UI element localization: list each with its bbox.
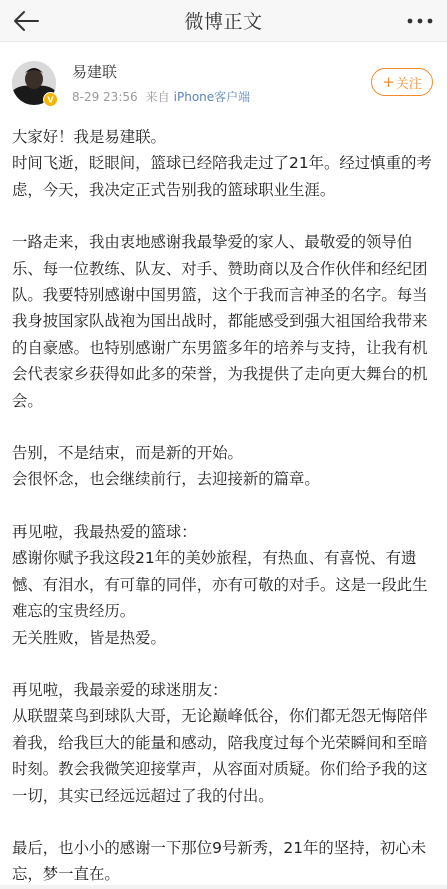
post-paragraph bbox=[12, 519, 435, 651]
follow-button[interactable] bbox=[371, 68, 433, 96]
back-button[interactable] bbox=[10, 5, 42, 37]
post-text-line: 时间飞逝，眨眼间，篮球已经陪我走过了21年。经过慎重的考虑，今天，我决定正式告别我的篮球职业生涯。 bbox=[12, 154, 432, 199]
post-paragraph bbox=[12, 229, 435, 414]
post-time: 8-29 23:56 bbox=[72, 90, 138, 104]
more-dots-icon bbox=[406, 17, 434, 25]
top-navbar bbox=[0, 0, 447, 42]
page-title: 微博正文 bbox=[184, 11, 263, 33]
post-text-line: 告别，不是结束，而是新的开始。 bbox=[12, 444, 243, 463]
author-info bbox=[72, 61, 250, 105]
verified-badge-icon bbox=[43, 92, 58, 107]
author-name[interactable]: 易建联 bbox=[72, 63, 118, 81]
post-text-line: 再见啦，我最热爱的篮球： bbox=[12, 522, 197, 541]
post-text-line: 再见啦，我最亲爱的球迷朋友： bbox=[12, 680, 228, 699]
post-text-line: 一路走来，我由衷地感谢我最挚爱的家人、最敬爱的领导伯乐、每一位教练、队友、对手、赞助商以及合作伙伴和经纪团队。我要特别感谢中国男篮，这个于我而言神圣的名字。每当我身披国家队战袍为国出战时，都能感受到强大祖国给我带来的自豪感。也特别感谢广东男篮多年的培养与支持，让我有机会代表家乡获得如此多的荣誉，为我提供了走向更大舞台的机会。 bbox=[12, 233, 428, 410]
post-paragraph bbox=[12, 835, 435, 888]
post-text-line: 从联盟菜鸟到球队大哥，无论巅峰低谷，你们都无怨无悔陪伴着我，给我巨大的能量和感动，陪我度过每个光荣瞬间和至暗时刻。教会我微笑迎接掌声，从容面对质疑。你们给予我的这一切，其实已经远远超过了我的付出。 bbox=[12, 707, 428, 805]
author-header bbox=[0, 42, 447, 124]
avatar-container bbox=[12, 61, 56, 105]
post-text-line: 大家好！我是易建联。 bbox=[12, 128, 166, 146]
post-paragraph bbox=[12, 677, 435, 809]
follow-label: 关注 bbox=[395, 76, 422, 92]
bottom-divider bbox=[0, 885, 447, 889]
post-text-line: 感谢你赋予我这段21年的美妙旅程，有热血、有喜悦、有遗憾、有泪水，有可靠的同伴，亦有可敬的对手。这是一段此生难忘的宝贵经历。 bbox=[12, 549, 428, 621]
svg-text:V: V bbox=[47, 95, 54, 104]
post-paragraph bbox=[12, 124, 435, 203]
post-paragraph bbox=[12, 440, 435, 493]
post-meta bbox=[72, 88, 250, 105]
source-client-link[interactable]: iPhone客户端 bbox=[173, 90, 251, 104]
source-prefix: 来自 bbox=[145, 90, 170, 104]
more-button[interactable] bbox=[403, 5, 437, 37]
post-text-line: 无关胜败，皆是热爱。 bbox=[12, 628, 166, 647]
back-arrow-icon bbox=[12, 10, 40, 32]
post-text-line: 会很怀念，也会继续前行，去迎接新的篇章。 bbox=[12, 470, 320, 489]
post-content bbox=[0, 124, 447, 888]
follow-plus-icon: + bbox=[382, 72, 395, 91]
post-text-line: 最后，也小小的感谢一下那位9号新秀，21年的坚持，初心未忘，梦一直在。 bbox=[12, 838, 427, 884]
